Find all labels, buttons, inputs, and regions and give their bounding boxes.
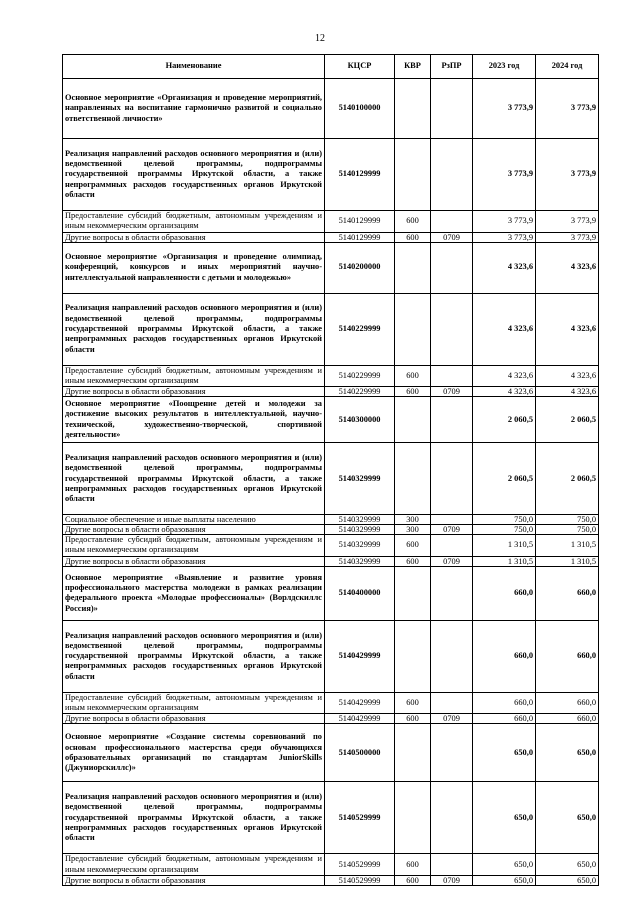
row-kcsr: 5140129999 (325, 211, 395, 233)
row-2024: 660,0 (536, 692, 599, 714)
row-2023: 660,0 (473, 620, 536, 692)
row-kcsr: 5140429999 (325, 620, 395, 692)
row-2023: 4 323,6 (473, 365, 536, 387)
row-kvr: 600 (395, 232, 431, 242)
row-2023: 660,0 (473, 714, 536, 724)
row-rzpr (431, 515, 473, 525)
row-rzpr (431, 242, 473, 293)
row-2023: 660,0 (473, 692, 536, 714)
row-2023: 3 773,9 (473, 232, 536, 242)
row-kvr: 600 (395, 387, 431, 397)
row-name: Предоставление субсидий бюджетным, автономным учреждениям и иным некоммерческим организациям (63, 535, 325, 557)
table-row (63, 782, 599, 854)
row-kvr (395, 397, 431, 443)
row-rzpr: 0709 (431, 387, 473, 397)
row-kcsr: 5140329999 (325, 443, 395, 515)
row-name: Предоставление субсидий бюджетным, автономным учреждениям и иным некоммерческим организациям (63, 211, 325, 233)
row-2024: 660,0 (536, 566, 599, 620)
row-kcsr: 5140300000 (325, 397, 395, 443)
row-kvr (395, 724, 431, 782)
row-rzpr (431, 854, 473, 876)
row-kcsr: 5140329999 (325, 535, 395, 557)
row-2024: 4 323,6 (536, 242, 599, 293)
row-name: Другие вопросы в области образования (63, 525, 325, 535)
row-name: Реализация направлений расходов основного мероприятия и (или) ведомственной целевой программы, подпрограммы государственной программы Иркутской области, а также непрограммных расходов государственных органов Иркутской области (63, 139, 325, 211)
row-2024: 1 310,5 (536, 535, 599, 557)
row-2024: 650,0 (536, 875, 599, 885)
table-row (63, 854, 599, 876)
row-rzpr (431, 535, 473, 557)
header-rzpr: РзПР (431, 55, 473, 79)
row-kcsr: 5140129999 (325, 139, 395, 211)
row-2023: 1 310,5 (473, 556, 536, 566)
table-row (63, 525, 599, 535)
row-name: Предоставление субсидий бюджетным, автономным учреждениям и иным некоммерческим организациям (63, 854, 325, 876)
row-name: Другие вопросы в области образования (63, 556, 325, 566)
row-2023: 2 060,5 (473, 397, 536, 443)
row-2024: 750,0 (536, 515, 599, 525)
row-2023: 750,0 (473, 525, 536, 535)
table-row (63, 211, 599, 233)
row-name: Реализация направлений расходов основного мероприятия и (или) ведомственной целевой программы, подпрограммы государственной программы Иркутской области, а также непрограммных расходов государственных органов Иркутской области (63, 293, 325, 365)
row-kcsr: 5140229999 (325, 293, 395, 365)
row-kcsr: 5140529999 (325, 875, 395, 885)
row-rzpr (431, 566, 473, 620)
row-kvr (395, 139, 431, 211)
table-row (63, 293, 599, 365)
row-2024: 650,0 (536, 854, 599, 876)
row-2024: 650,0 (536, 724, 599, 782)
table-row (63, 515, 599, 525)
row-name: Реализация направлений расходов основного мероприятия и (или) ведомственной целевой программы, подпрограммы государственной программы Иркутской области, а также непрограммных расходов государственных органов Иркутской области (63, 620, 325, 692)
row-2024: 660,0 (536, 620, 599, 692)
row-2023: 4 323,6 (473, 387, 536, 397)
row-2023: 650,0 (473, 782, 536, 854)
row-2024: 3 773,9 (536, 139, 599, 211)
row-rzpr (431, 692, 473, 714)
row-rzpr (431, 443, 473, 515)
row-rzpr (431, 782, 473, 854)
row-rzpr (431, 211, 473, 233)
row-kcsr: 5140229999 (325, 387, 395, 397)
row-rzpr (431, 293, 473, 365)
row-kcsr: 5140229999 (325, 365, 395, 387)
table-row (63, 232, 599, 242)
row-kvr (395, 242, 431, 293)
row-2023: 3 773,9 (473, 139, 536, 211)
row-kvr (395, 79, 431, 139)
row-name: Предоставление субсидий бюджетным, автономным учреждениям и иным некоммерческим организациям (63, 365, 325, 387)
row-rzpr (431, 397, 473, 443)
header-kvr: КВР (395, 55, 431, 79)
row-name: Другие вопросы в области образования (63, 714, 325, 724)
row-name: Основное мероприятие «Организация и проведение олимпиад, конференций, конкурсов и иных мероприятий научно-интеллектуальной направленности с детьми и молодежью» (63, 242, 325, 293)
row-2024: 3 773,9 (536, 211, 599, 233)
row-rzpr: 0709 (431, 714, 473, 724)
row-2024: 1 310,5 (536, 556, 599, 566)
row-kvr: 300 (395, 515, 431, 525)
row-kvr: 600 (395, 211, 431, 233)
row-rzpr (431, 724, 473, 782)
row-kvr: 600 (395, 365, 431, 387)
row-name: Основное мероприятие «Поощрение детей и молодежи за достижение высоких результатов в интеллектуальной, научно-технической, художественно-творческой, спортивной деятельности» (63, 397, 325, 443)
table-header-row (63, 55, 599, 79)
row-kcsr: 5140429999 (325, 692, 395, 714)
row-kcsr: 5140529999 (325, 854, 395, 876)
row-kvr: 300 (395, 525, 431, 535)
table-row (63, 242, 599, 293)
row-2023: 2 060,5 (473, 443, 536, 515)
table-row (63, 875, 599, 885)
table-row (63, 79, 599, 139)
row-2024: 3 773,9 (536, 232, 599, 242)
row-rzpr: 0709 (431, 525, 473, 535)
table-row (63, 556, 599, 566)
row-2023: 650,0 (473, 875, 536, 885)
budget-table (62, 54, 599, 886)
row-rzpr: 0709 (431, 556, 473, 566)
row-2023: 650,0 (473, 854, 536, 876)
row-name: Реализация направлений расходов основного мероприятия и (или) ведомственной целевой программы, подпрограммы государственной программы Иркутской области, а также непрограммных расходов государственных органов Иркутской области (63, 782, 325, 854)
row-rzpr (431, 79, 473, 139)
table-row (63, 365, 599, 387)
row-name: Основное мероприятие «Выявление и развитие уровня профессионального мастерства молодежи в рамках реализации федерального проекта «Молодые профессионалы» (Ворлдскиллс Россия)» (63, 566, 325, 620)
table-row (63, 443, 599, 515)
row-2024: 4 323,6 (536, 365, 599, 387)
row-2024: 4 323,6 (536, 387, 599, 397)
table-row (63, 566, 599, 620)
table-row (63, 387, 599, 397)
row-kvr: 600 (395, 692, 431, 714)
row-2024: 660,0 (536, 714, 599, 724)
header-kcsr: КЦСР (325, 55, 395, 79)
row-2023: 750,0 (473, 515, 536, 525)
row-2024: 750,0 (536, 525, 599, 535)
row-kcsr: 5140529999 (325, 782, 395, 854)
page-number: 12 (315, 33, 325, 44)
row-2023: 3 773,9 (473, 79, 536, 139)
header-2023: 2023 год (473, 55, 536, 79)
table-row (63, 724, 599, 782)
row-kvr (395, 566, 431, 620)
row-kcsr: 5140200000 (325, 242, 395, 293)
row-2024: 650,0 (536, 782, 599, 854)
row-rzpr: 0709 (431, 232, 473, 242)
row-kvr: 600 (395, 875, 431, 885)
row-kvr: 600 (395, 714, 431, 724)
row-kcsr: 5140129999 (325, 232, 395, 242)
row-name: Предоставление субсидий бюджетным, автономным учреждениям и иным некоммерческим организациям (63, 692, 325, 714)
row-2023: 650,0 (473, 724, 536, 782)
row-name: Основное мероприятие «Организация и проведение мероприятий, направленных на воспитание гармонично развитой и социально ответственной личности» (63, 79, 325, 139)
row-2024: 2 060,5 (536, 443, 599, 515)
row-kvr (395, 293, 431, 365)
row-rzpr (431, 365, 473, 387)
row-name: Другие вопросы в области образования (63, 232, 325, 242)
row-kvr: 600 (395, 535, 431, 557)
row-2024: 3 773,9 (536, 79, 599, 139)
row-2023: 4 323,6 (473, 293, 536, 365)
row-kcsr: 5140100000 (325, 79, 395, 139)
row-kcsr: 5140329999 (325, 515, 395, 525)
row-kcsr: 5140329999 (325, 556, 395, 566)
row-kvr (395, 620, 431, 692)
table-row (63, 692, 599, 714)
row-2023: 4 323,6 (473, 242, 536, 293)
row-kvr: 600 (395, 556, 431, 566)
row-2023: 660,0 (473, 566, 536, 620)
row-kcsr: 5140329999 (325, 525, 395, 535)
row-2024: 2 060,5 (536, 397, 599, 443)
row-name: Другие вопросы в области образования (63, 875, 325, 885)
row-rzpr (431, 620, 473, 692)
row-kcsr: 5140429999 (325, 714, 395, 724)
table-row (63, 535, 599, 557)
row-rzpr: 0709 (431, 875, 473, 885)
table-row (63, 714, 599, 724)
row-rzpr (431, 139, 473, 211)
table-row (63, 397, 599, 443)
row-2024: 4 323,6 (536, 293, 599, 365)
row-kvr (395, 782, 431, 854)
row-2023: 3 773,9 (473, 211, 536, 233)
row-name: Другие вопросы в области образования (63, 387, 325, 397)
table-row (63, 620, 599, 692)
row-kvr (395, 443, 431, 515)
header-2024: 2024 год (536, 55, 599, 79)
row-kcsr: 5140500000 (325, 724, 395, 782)
row-kvr: 600 (395, 854, 431, 876)
table-row (63, 139, 599, 211)
row-2023: 1 310,5 (473, 535, 536, 557)
row-name: Основное мероприятие «Создание системы соревнований по основам профессионального мастерства среди обучающихся образовательных организаций по стандартам JuniorSkills (Джуниорскиллс)» (63, 724, 325, 782)
header-name: Наименование (63, 55, 325, 79)
row-name: Реализация направлений расходов основного мероприятия и (или) ведомственной целевой программы, подпрограммы государственной программы Иркутской области, а также непрограммных расходов государственных органов Иркутской области (63, 443, 325, 515)
row-name: Социальное обеспечение и иные выплаты населению (63, 515, 325, 525)
row-kcsr: 5140400000 (325, 566, 395, 620)
